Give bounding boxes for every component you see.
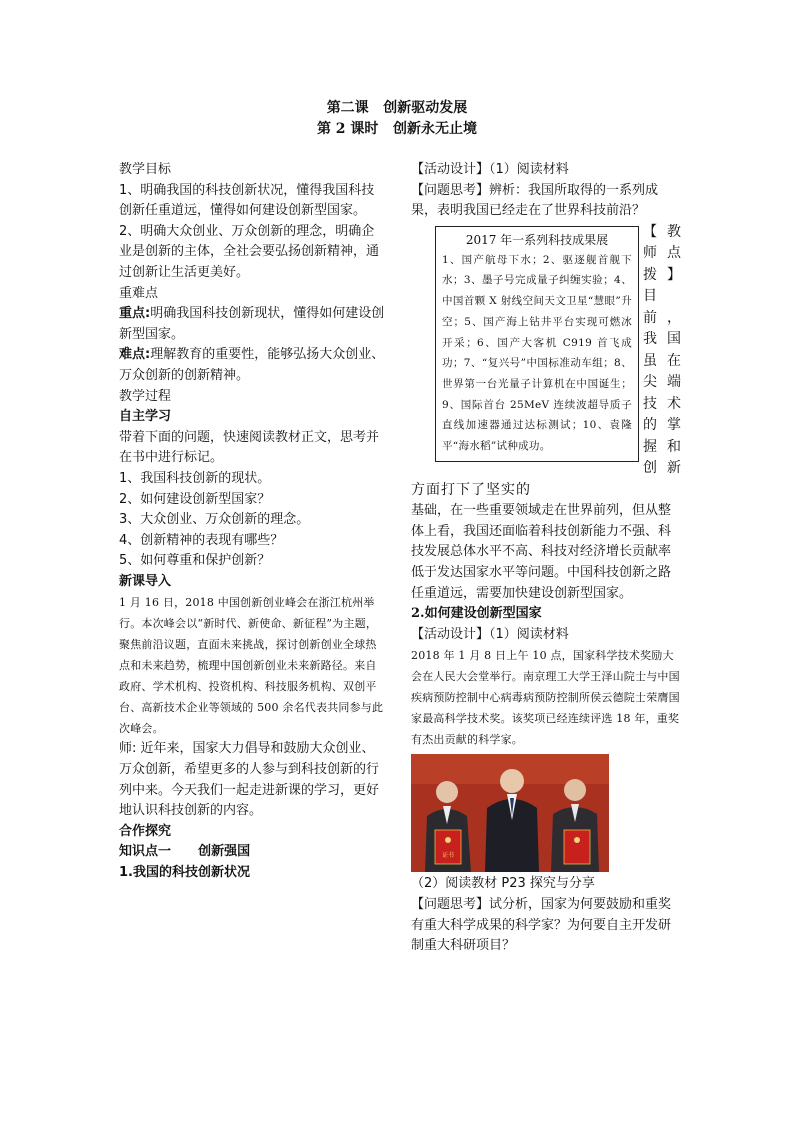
intro-heading: 新课导入	[119, 573, 172, 589]
key-text: 明确我国科技创新现状，懂得如何建设创新型国家。	[119, 306, 385, 342]
diff-text: 理解教育的重要性，能够弘扬大众创业、万众创新的创新精神。	[119, 347, 385, 383]
question-2: 2、如何建设创新型国家？	[119, 491, 271, 507]
key-heading: 重难点	[119, 285, 159, 301]
title-block	[0, 98, 794, 140]
subsection-1-heading: 1.我国的科技创新状况	[119, 865, 250, 881]
read-textbook: （2）阅读教材 P23 探究与分享	[411, 876, 595, 892]
question-think-1: 【问题思考】辨析：我国所取得的一系列成果，表明我国已经走在了世界科技前沿？	[411, 182, 659, 219]
teacher-tip: 【教师点拨】目前，我国虽在尖端技术的掌握和创新方面打下了坚实的	[411, 223, 682, 498]
right-column	[411, 160, 682, 957]
self-study-intro: 带着下面的问题，快速阅读教材正文，思考并在书中进行标记。	[119, 429, 380, 466]
achievements-list: 1、国产航母下水；2、驱逐舰首舰下水；3、墨子号完成量子纠缠实验；4、中国首颗 X 射线空间天文卫星“慧眼”升空；5、国产海上钻井平台实现可燃冰开采；6、国产大客机 C919 首飞成功；7、“复兴号”中国标准动车组；8、世界第一台光量子计算机在中国诞生；9、国际首台 25MeV 连续波超导质子直线加速器通过达标测试；10、袁隆平“海水稻”试种成功。	[442, 253, 632, 453]
coop-heading: 合作探究	[119, 823, 172, 839]
goal-2: 2、明确大众创业、万众创新的理念，明确企业是创新的主体，全社会要弘扬创新精神，通过创新让生活更美好。	[119, 223, 380, 280]
teacher-text: 师: 近年来，国家大力倡导和鼓励大众创业、万众创新，希望更多的人参与到科技创新的行列中来。今天我们一起走进新课的学习，更好地认识科技创新的内容。	[119, 741, 380, 819]
self-study-heading: 自主学习	[119, 409, 172, 425]
award-photo-image	[411, 754, 609, 872]
difficult-point	[119, 345, 386, 386]
subsection-2-heading: 2.如何建设创新型国家	[411, 606, 542, 622]
award-text: 2018 年 1 月 8 日上午 10 点，国家科学技术奖励大会在人民大会堂举行。南京理工大学王泽山院士与中国疾病预防控制中心病毒病预防控制所侯云德院士荣膺国家最高科学技术奖。该奖项已经连续评选 18 年，重奖有杰出贡献的科学家。	[411, 649, 680, 747]
teacher-tip-continued: 基础，在一些重要领域走在世界前列，但从整体上看，我国还面临着科技创新能力不强、科技发展总体水平不高、科技对经济增长贡献率低于发达国家水平等问题。中国科技创新之路任重道远，需要加快建设创新型国家。	[411, 503, 672, 601]
key-label: 重点:	[119, 306, 151, 322]
question-4: 4、创新精神的表现有哪些？	[119, 532, 284, 548]
intro-text: 1 月 16 日，2018 中国创新创业峰会在浙江杭州举行。本次峰会以“新时代、新使命、新征程”为主题，聚焦前沿议题，直面未来挑战，探讨创新创业全球热点和未来趋势，梳理中国创新创业未来新路径。来自政府、学术机构、投资机构、科技服务机构、双创平台、高新技术企业等领域的 500 余名代表共同参与此次峰会。	[119, 596, 384, 736]
activity-2: 【活动设计】（1）阅读材料	[411, 626, 569, 642]
award-photo	[411, 754, 609, 872]
left-column	[119, 160, 386, 884]
achievements-title: 2017 年一系列科技成果展	[465, 232, 609, 247]
question-1: 1、我国科技创新的现状。	[119, 470, 271, 486]
session-title: 第 2 课时 创新永无止境	[316, 121, 478, 137]
question-3: 3、大众创业、万众创新的理念。	[119, 512, 310, 528]
certificate-label: 证书	[441, 852, 455, 860]
lesson-title: 第二课 创新驱动发展	[326, 100, 468, 116]
question-think-2: 【问题思考】试分析，国家为何要鼓励和重奖有重大科学成果的科学家？为何要自主开发研制重大科研项目？	[411, 897, 672, 954]
achievements-box	[435, 226, 639, 462]
goal-1: 1、明确我国的科技创新状况，懂得我国科技创新任重道远，懂得如何建设创新型国家。	[119, 182, 375, 219]
diff-label: 难点:	[119, 347, 151, 363]
activity-1: 【活动设计】（1）阅读材料	[411, 162, 569, 177]
key-point	[119, 304, 386, 345]
process-heading: 教学过程	[119, 388, 172, 404]
knowledge-point-heading: 知识点一 创新强国	[119, 844, 251, 860]
question-5: 5、如何尊重和保护创新？	[119, 553, 271, 569]
goals-heading: 教学目标	[119, 162, 172, 177]
